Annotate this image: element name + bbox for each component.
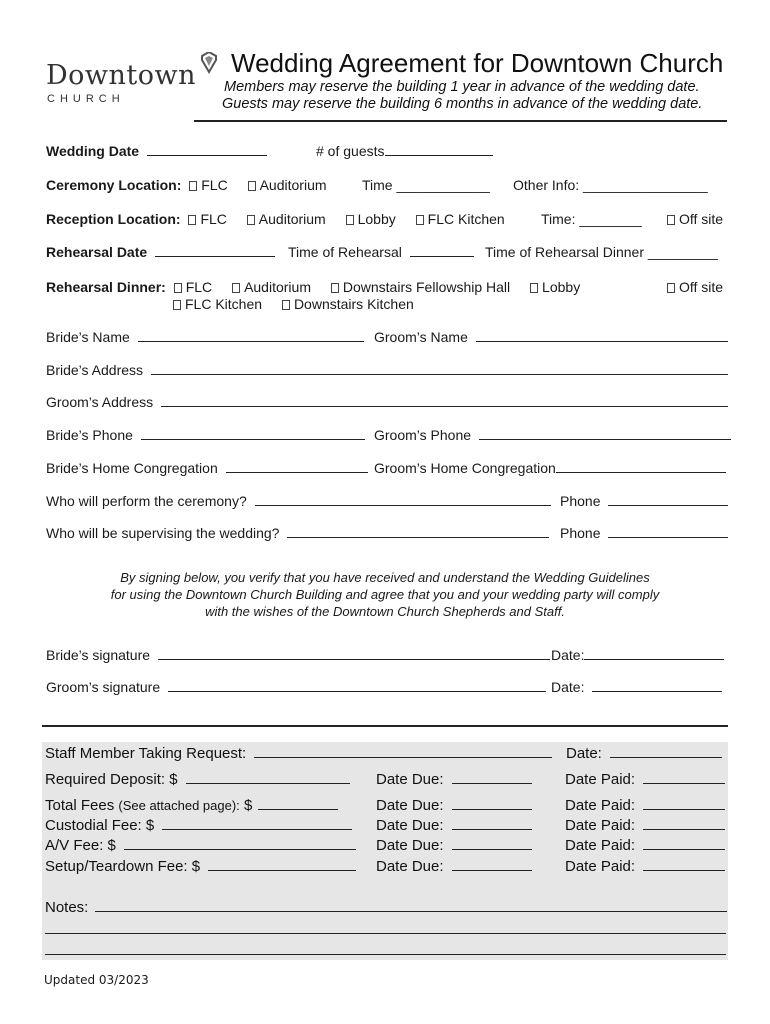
checkbox-icon[interactable] xyxy=(232,283,240,293)
custodial-due-field[interactable] xyxy=(452,816,532,830)
custodial-fee-row xyxy=(45,816,352,834)
brides-address-row xyxy=(46,362,728,378)
av-fee-label: A/V Fee: $ xyxy=(45,837,116,854)
guests-row xyxy=(316,143,493,159)
other-info[interactable]: Other Info: ________________ xyxy=(513,177,708,193)
page-title: Wedding Agreement for Downtown Church xyxy=(231,48,724,78)
rehearsal-date-field[interactable] xyxy=(155,244,275,257)
grooms-congregation-row xyxy=(374,460,726,476)
staff-member-label: Staff Member Taking Request: xyxy=(45,745,247,762)
agreement-line-3: with the wishes of the Downtown Church Shepherds and Staff. xyxy=(205,604,565,619)
deposit-due-field[interactable] xyxy=(452,770,532,784)
av-paid-row xyxy=(565,836,725,854)
reception-option-off-site[interactable]: Off site xyxy=(667,211,723,227)
grooms-signature-date-row xyxy=(551,679,722,695)
total-fees-row xyxy=(45,796,338,814)
officiant-label: Who will perform the ceremony? xyxy=(46,493,247,509)
checkbox-icon[interactable] xyxy=(188,215,196,225)
rehearsal-time-row xyxy=(288,244,474,260)
grooms-address-field[interactable] xyxy=(161,394,728,407)
deposit-due-label: Date Due: xyxy=(376,771,444,788)
grooms-address-label: Groom’s Address xyxy=(46,394,154,410)
deposit-due-row xyxy=(376,770,532,788)
brides-signature-label: Bride’s signature xyxy=(46,647,151,663)
grooms-phone-row xyxy=(374,427,731,443)
custodial-paid-row xyxy=(565,816,725,834)
brides-phone-field[interactable] xyxy=(141,427,365,440)
brides-name-field[interactable] xyxy=(138,329,364,342)
total-fees-due-row xyxy=(376,796,532,814)
logo-subtitle: CHURCH xyxy=(47,93,125,105)
brides-address-label: Bride’s Address xyxy=(46,362,144,378)
reception-location-row xyxy=(46,211,521,227)
grooms-address-row xyxy=(46,394,728,410)
reception-location-label: Reception Location: xyxy=(46,211,181,227)
officiant-field[interactable] xyxy=(255,493,551,506)
grooms-phone-label: Groom’s Phone xyxy=(374,427,472,443)
deposit-row xyxy=(45,770,350,788)
setup-due-row xyxy=(376,857,532,875)
rehearsal-dinner-row xyxy=(46,279,596,295)
setup-due-label: Date Due: xyxy=(376,858,444,875)
notes-line-3[interactable] xyxy=(45,954,726,955)
officiant-row xyxy=(46,493,551,509)
dinner-option-lobby[interactable]: Lobby xyxy=(530,279,580,295)
total-fees-due-label: Date Due: xyxy=(376,797,444,814)
supervisor-phone-field[interactable] xyxy=(608,525,728,538)
reception-time[interactable]: Time: ________ xyxy=(541,211,642,227)
setup-fee-row xyxy=(45,857,356,875)
reception-option-flc[interactable]: FLC xyxy=(188,211,226,227)
grooms-signature-date-field[interactable] xyxy=(592,679,722,692)
total-fees-paid-label: Date Paid: xyxy=(565,797,636,814)
grooms-name-field[interactable] xyxy=(476,329,728,342)
supervisor-row xyxy=(46,525,549,541)
custodial-due-label: Date Due: xyxy=(376,817,444,834)
total-fees-note: (See attached page): xyxy=(118,798,240,813)
checkbox-icon[interactable] xyxy=(416,215,424,225)
ceremony-location-label: Ceremony Location: xyxy=(46,177,182,193)
deposit-paid-row xyxy=(565,770,725,788)
brides-phone-label: Bride’s Phone xyxy=(46,427,133,443)
wedding-date-field[interactable] xyxy=(147,143,267,156)
supervisor-phone-label: Phone xyxy=(560,525,601,541)
officiant-phone-row xyxy=(560,493,728,509)
av-fee-row xyxy=(45,836,356,854)
checkbox-icon[interactable] xyxy=(282,300,290,310)
deposit-label: Required Deposit: $ xyxy=(45,771,178,788)
agreement-line-2: for using the Downtown Church Building and agree that you and your wedding party will comply xyxy=(110,587,660,602)
logo-wordmark: Downtown xyxy=(46,60,197,91)
rehearsal-time-field[interactable] xyxy=(410,244,474,257)
setup-paid-label: Date Paid: xyxy=(565,858,636,875)
total-fees-due-field[interactable] xyxy=(452,796,532,810)
subtitle-members: Members may reserve the building 1 year in advance of the wedding date. xyxy=(224,79,700,95)
ceremony-location-row xyxy=(46,177,343,193)
dinner-option-downstairs-kitchen[interactable]: Downstairs Kitchen xyxy=(282,296,414,312)
checkbox-icon[interactable] xyxy=(667,283,675,293)
deposit-paid-label: Date Paid: xyxy=(565,771,636,788)
staff-section-divider xyxy=(42,725,728,727)
dinner-option-off-site[interactable]: Off site xyxy=(667,279,723,295)
wedding-date-label: Wedding Date xyxy=(46,143,140,159)
checkbox-icon[interactable] xyxy=(174,283,182,293)
officiant-phone-label: Phone xyxy=(560,493,601,509)
checkbox-icon[interactable] xyxy=(331,283,339,293)
setup-paid-field[interactable] xyxy=(643,857,725,871)
reception-option-auditorium[interactable]: Auditorium xyxy=(247,211,326,227)
grooms-signature-date-label: Date: xyxy=(551,679,585,695)
setup-due-field[interactable] xyxy=(452,857,532,871)
staff-date-field[interactable] xyxy=(610,744,722,758)
custodial-fee-label: Custodial Fee: $ xyxy=(45,817,155,834)
av-fee-field[interactable] xyxy=(124,836,356,850)
ceremony-option-flc[interactable]: FLC xyxy=(189,177,227,193)
supervisor-field[interactable] xyxy=(287,525,549,538)
brides-name-label: Bride’s Name xyxy=(46,329,130,345)
staff-date-row xyxy=(566,744,722,762)
av-due-label: Date Due: xyxy=(376,837,444,854)
total-fees-label: Total Fees xyxy=(45,797,115,814)
wedding-date-row xyxy=(46,143,267,159)
grooms-signature-label: Groom’s signature xyxy=(46,679,161,695)
av-due-field[interactable] xyxy=(452,836,532,850)
brides-signature-date-field[interactable] xyxy=(584,647,724,660)
custodial-due-row xyxy=(376,816,532,834)
rehearsal-dinner-time[interactable]: Time of Rehearsal Dinner _________ xyxy=(485,244,718,260)
logo-emblem-icon xyxy=(200,52,218,74)
grooms-congregation-label: Groom’s Home Congregation xyxy=(374,460,556,476)
checkbox-icon[interactable] xyxy=(667,215,675,225)
rehearsal-dinner-row-2 xyxy=(173,296,430,312)
brides-congregation-row xyxy=(46,460,368,476)
total-fees-paid-row xyxy=(565,796,725,814)
brides-name-row xyxy=(46,329,364,345)
grooms-signature-field[interactable] xyxy=(168,679,546,692)
grooms-phone-field[interactable] xyxy=(479,427,731,440)
custodial-paid-field[interactable] xyxy=(643,816,725,830)
deposit-paid-field[interactable] xyxy=(643,770,725,784)
total-fees-field[interactable] xyxy=(258,796,338,810)
grooms-signature-row xyxy=(46,679,546,695)
deposit-field[interactable] xyxy=(186,770,350,784)
staff-member-field[interactable] xyxy=(254,744,552,758)
checkbox-icon[interactable] xyxy=(173,300,181,310)
subtitle-guests: Guests may reserve the building 6 months in advance of the wedding date. xyxy=(222,96,703,112)
brides-address-field[interactable] xyxy=(151,362,728,375)
setup-fee-label: Setup/Teardown Fee: $ xyxy=(45,858,201,875)
rehearsal-time-label: Time of Rehearsal xyxy=(288,244,402,260)
grooms-congregation-field[interactable] xyxy=(556,460,726,473)
notes-line-2[interactable] xyxy=(45,933,726,934)
checkbox-icon[interactable] xyxy=(346,215,354,225)
notes-field[interactable] xyxy=(95,898,727,912)
checkbox-icon[interactable] xyxy=(247,215,255,225)
brides-signature-row xyxy=(46,647,550,663)
brides-signature-date-label: Date: xyxy=(551,647,585,663)
rehearsal-date-label: Rehearsal Date xyxy=(46,244,148,260)
dinner-option-fellowship-hall[interactable]: Downstairs Fellowship Hall xyxy=(331,279,510,295)
av-due-row xyxy=(376,836,532,854)
total-fees-dollar: $ xyxy=(243,797,253,814)
custodial-fee-field[interactable] xyxy=(162,816,352,830)
reception-option-lobby[interactable]: Lobby xyxy=(346,211,396,227)
grooms-name-row xyxy=(374,329,728,345)
dinner-option-flc[interactable]: FLC xyxy=(174,279,212,295)
brides-signature-field[interactable] xyxy=(158,647,550,660)
guests-label: # of guests xyxy=(316,143,385,159)
setup-paid-row xyxy=(565,857,725,875)
brides-phone-row xyxy=(46,427,365,443)
staff-date-label: Date: xyxy=(566,745,602,762)
dinner-option-flc-kitchen[interactable]: FLC Kitchen xyxy=(173,296,262,312)
header-divider xyxy=(194,120,727,122)
staff-member-row xyxy=(45,744,552,762)
officiant-phone-field[interactable] xyxy=(608,493,728,506)
brides-congregation-field[interactable] xyxy=(226,460,368,473)
rehearsal-date-row xyxy=(46,244,275,260)
reception-option-flc-kitchen[interactable]: FLC Kitchen xyxy=(416,211,505,227)
ceremony-time[interactable]: Time ____________ xyxy=(362,177,490,193)
supervisor-phone-row xyxy=(560,525,728,541)
setup-fee-field[interactable] xyxy=(208,857,356,871)
ceremony-option-auditorium[interactable]: Auditorium xyxy=(248,177,327,193)
checkbox-icon[interactable] xyxy=(189,181,197,191)
rehearsal-dinner-label: Rehearsal Dinner: xyxy=(46,279,166,295)
brides-signature-date-row xyxy=(551,647,724,663)
grooms-name-label: Groom’s Name xyxy=(374,329,468,345)
total-fees-paid-field[interactable] xyxy=(643,796,725,810)
agreement-line-1: By signing below, you verify that you have received and understand the Wedding Guidelines xyxy=(120,570,650,585)
updated-date: Updated 03/2023 xyxy=(44,973,149,987)
av-paid-field[interactable] xyxy=(643,836,725,850)
custodial-paid-label: Date Paid: xyxy=(565,817,636,834)
av-paid-label: Date Paid: xyxy=(565,837,636,854)
checkbox-icon[interactable] xyxy=(248,181,256,191)
guests-field[interactable] xyxy=(385,143,493,156)
supervisor-label: Who will be supervising the wedding? xyxy=(46,525,280,541)
notes-label: Notes: xyxy=(45,899,89,916)
notes-row xyxy=(45,898,727,916)
checkbox-icon[interactable] xyxy=(530,283,538,293)
dinner-option-auditorium[interactable]: Auditorium xyxy=(232,279,311,295)
brides-congregation-label: Bride’s Home Congregation xyxy=(46,460,218,476)
